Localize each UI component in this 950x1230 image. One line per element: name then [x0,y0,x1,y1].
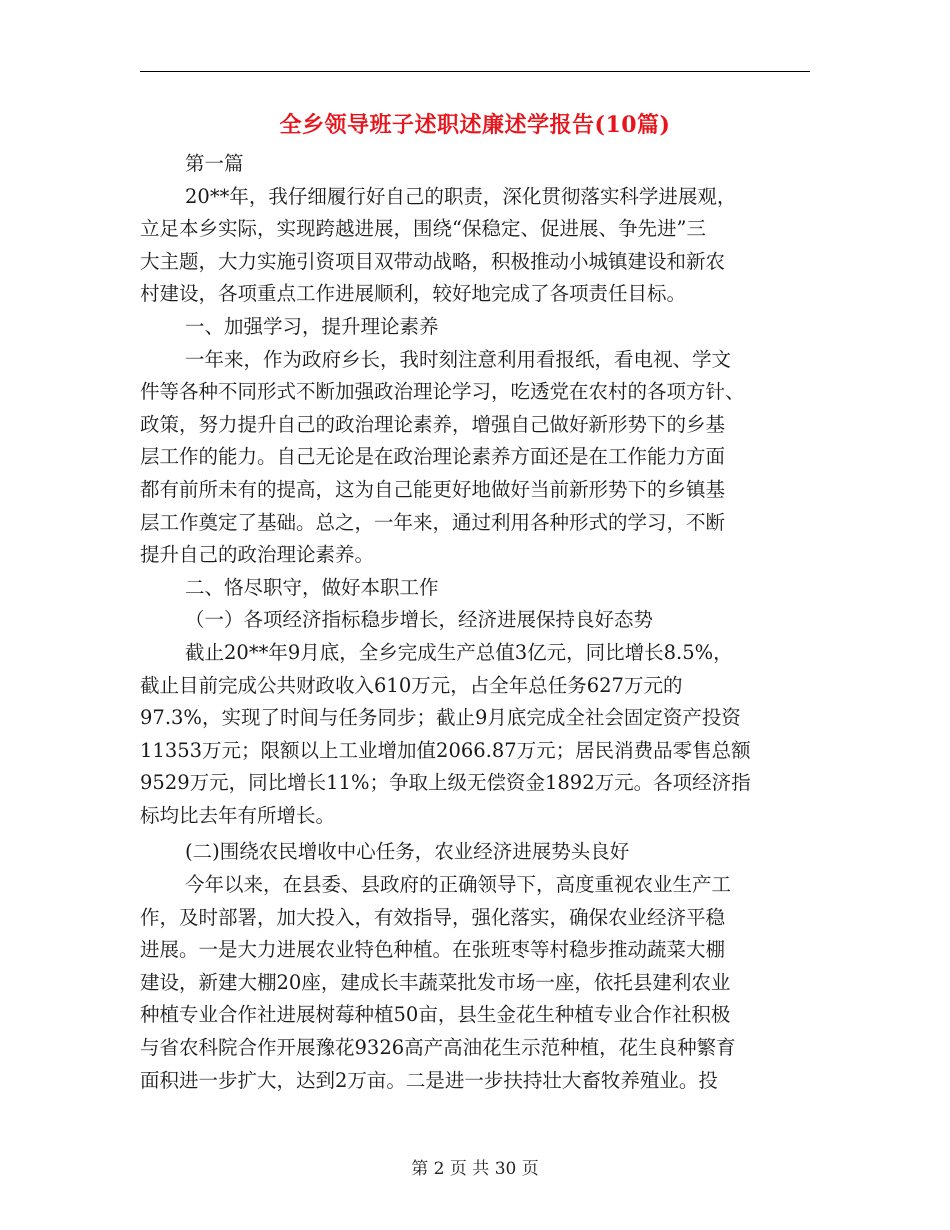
body-line: 政策，努力提升自己的政治理论素养，增强自己做好新形势下的乡基 [140,412,726,436]
body-line: 提升自己的政治理论素养。 [140,543,375,567]
header-rule [140,71,810,72]
document-body [140,148,810,1097]
body-line: 标均比去年有所增长。 [140,803,336,827]
body-line: 二、恪尽职守，做好本职工作 [185,575,439,599]
body-line: 进展。一是大力进展农业特色种植。在张班枣等村稳步推动蔬菜大棚 [140,938,726,962]
body-line: 都有前所未有的提高，这为自己能更好地做好当前新形势下的乡镇基 [140,477,726,501]
body-line: 立足本乡实际，实现跨越进展，围绕“保稳定、促进展、争先进”三 [140,217,706,241]
body-line: （一）各项经济指标稳步增长，经济进展保持良好态势 [185,608,654,632]
body-line: 一年来，作为政府乡长，我时刻注意利用看报纸，看电视、学文 [185,347,732,371]
body-line: 层工作的能力。自己无论是在政治理论素养方面还是在工作能力方面 [140,445,726,469]
body-line: 97.3%，实现了时间与任务同步；截止9月底完成全社会固定资产投资 [140,706,741,730]
body-line: 今年以来，在县委、县政府的正确领导下，高度重视农业生产工 [185,873,732,897]
document-title: 全乡领导班子述职述廉述学报告(10篇) [279,112,671,138]
body-line: 层工作奠定了基础。总之，一年来，通过利用各种形式的学习，不断 [140,510,726,534]
body-line: 20**年，我仔细履行好自己的职责，深化贯彻落实科学进展观， [185,184,737,208]
body-line: 村建设，各项重点工作进展顺利，较好地完成了各项责任目标。 [140,282,687,306]
body-line: 9529万元，同比增长11%；争取上级无偿资金1892万元。各项经济指 [140,771,751,795]
body-line: 种植专业合作社进展树莓种植50亩，县生金花生种植专业合作社积极 [140,1003,731,1027]
body-line: 件等各种不同形式不断加强政治理论学习，吃透党在农村的各项方针、 [140,380,745,404]
body-line: (二)围绕农民增收中心任务，农业经济进展势头良好 [185,840,630,864]
body-line: 建设，新建大棚20座，建成长丰蔬菜批发市场一座，依托县建利农业 [140,970,731,994]
body-line: 第一篇 [185,152,244,175]
body-line: 11353万元；限额以上工业增加值2066.87万元；居民消费品零售总额 [140,738,751,762]
body-line: 截止20**年9月底，全乡完成生产总值3亿元，同比增长8.5%， [185,640,733,664]
page-number-footer: 第 2 页 共 30 页 [411,1159,539,1179]
body-line: 面积进一步扩大，达到2万亩。二是进一步扶持壮大畜牧养殖业。投 [140,1068,718,1092]
body-line: 大主题，大力实施引资项目双带动战略，积极推动小城镇建设和新农 [140,249,726,273]
body-line: 截止目前完成公共财政收入610万元，占全年总任务627万元的 [140,673,683,697]
body-line: 作，及时部署，加大投入，有效指导，强化落实，确保农业经济平稳 [140,905,726,929]
body-line: 一、加强学习，提升理论素养 [185,314,439,338]
body-line: 与省农科院合作开展豫花9326高产高油花生示范种植，花生良种繁育 [140,1036,736,1060]
